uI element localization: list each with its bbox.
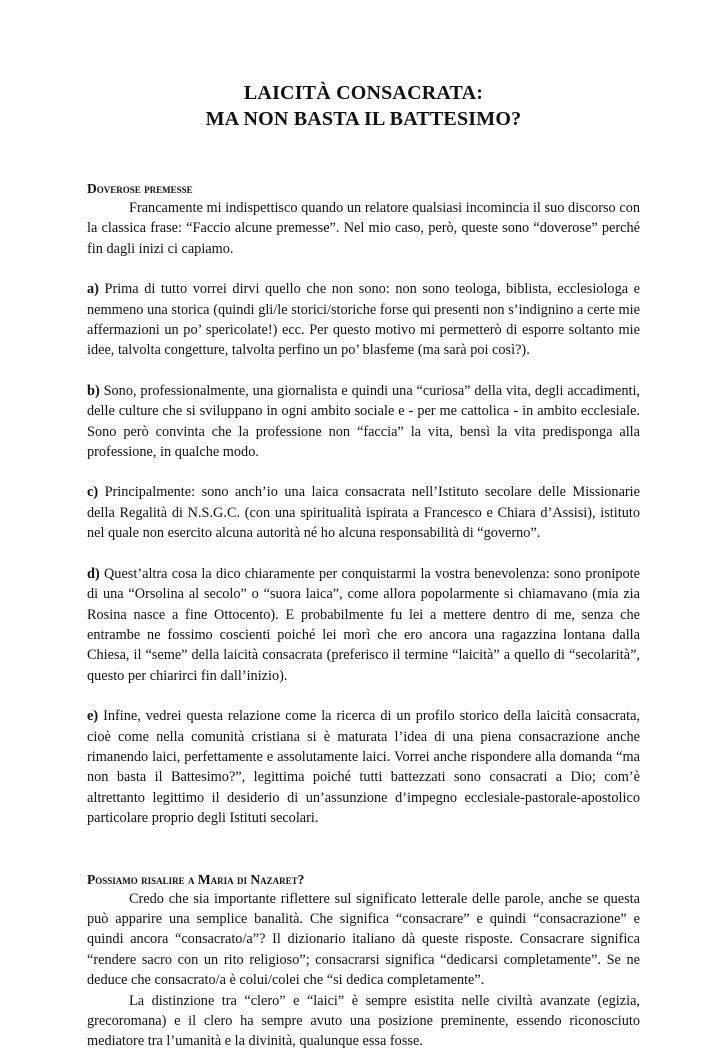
item-b-paragraph bbox=[87, 381, 640, 463]
section-maria-di-nazaret bbox=[87, 871, 640, 1052]
body-paragraph: La distinzione tra “clero” e “laici” è sempre esistita nelle civiltà avanzate (egizia, grecoromana) e il clero ha sempre avuto una posizione preminente, essendo riconosciuto mediatore tra l’umanità e la divinità, qualunque essa fosse. bbox=[87, 992, 640, 1050]
item-e-paragraph bbox=[87, 706, 640, 828]
item-text: Sono, professionalmente, una giornalista e quindi una “curiosa” della vita, degli accadimenti, delle culture che si sviluppano in ogni ambito sociale e - per me cattolica - in ambito ecclesiale. Sono però convinta che la professione non “faccia” la vita, bensì la vita predisponga alla professione, in qualche modo. bbox=[87, 382, 640, 461]
body-paragraph: Credo che sia importante riflettere sul significato letterale delle parole, anche se questa può apparire una semplice banalità. Che significa “consacrare” e quindi “consacrazione” e quindi ancora “consacrato/a”? Il dizionario italiano dà queste risposte. Consacrare significa “rendere sacro con un rito religioso”; consacrarsi significa “dedicarsi completamente”. Se ne deduce che consacrato/a è colui/colei che “si dedica completamente”. bbox=[87, 890, 640, 989]
item-label: c) bbox=[87, 484, 99, 501]
intro-paragraph: Francamente mi indispettisco quando un relatore qualsiasi incomincia il suo discorso con la classica frase: “Faccio alcune premesse”. Nel mio caso, però, queste sono “doverose” perché fin dagli inizi ci capiamo. bbox=[87, 200, 640, 257]
item-text: Prima di tutto vorrei dirvi quello che non sono: non sono teologa, biblista, ecclesiologa e nemmeno una storica (quindi gli/le storici/storiche forse qui presenti non s’indignino a certe mie affermazioni un po’ spericolate!) ecc. Per questo motivo mi permetterò di esporre soltanto mie idee, talvolta congetture, talvolta perfino un po’ blasfeme (ma sarà poi così?). bbox=[87, 281, 640, 359]
title-line-1: LAICITÀ CONSACRATA: bbox=[243, 82, 484, 104]
document-title bbox=[87, 80, 640, 132]
item-text: Principalmente: sono anch’io una laica consacrata nell’Istituto secolare delle Missionarie della Regalità di N.S.G.C. (con una spiritualità ispirata a Francesco e Chiara d’Assisi), istituto nel quale non esercito alcuna autorità né ho alcuna responsabilità di “governo”. bbox=[87, 484, 640, 542]
item-a-paragraph bbox=[87, 279, 640, 361]
item-label: b) bbox=[87, 382, 100, 399]
section-doverose-premesse bbox=[87, 180, 640, 829]
item-label: e) bbox=[87, 708, 99, 725]
title-line-2: MA NON BASTA IL BATTESIMO? bbox=[205, 108, 522, 130]
item-c-paragraph bbox=[87, 482, 640, 543]
section-heading: Possiamo risalire a Maria di Nazaret? bbox=[87, 871, 305, 887]
item-text: Quest’altra cosa la dico chiaramente per conquistarmi la vostra benevolenza: sono pronipote di una “Orsolina al secolo” o “suora laica”, come allora popolarmente si chiamavano (mia zia Rosina nasce a fine Ottocento). E probabilmente fu lei a mettere dentro di me, senza che entrambe ne fossimo coscienti poiché lei morì che ero ancora una ragazzina lontana dalla Chiesa, il “seme” della laicità consacrata (preferisco il termine “laicità” a quello di “secolarità”, questo per chiarirci fin dall’inizio). bbox=[87, 565, 640, 684]
section-heading: Doverose premesse bbox=[87, 181, 193, 196]
item-text: Infine, vedrei questa relazione come la ricerca di un profilo storico della laicità consacrata, cioè come nella comunità cristiana si è maturata l’idea di una piena consacrazione anche rimanendo laici, perfettamente e assolutamente laici. Vorrei anche rispondere alla domanda “ma non basta il Battesimo?”, legittima poiché tutti battezzati sono consacrati a Dio; com’è altrettanto legittimo il desiderio di un’assunzione d’impegno ecclesiale-pastorale-apostolico particolare proprio degli Istituti secolari. bbox=[87, 708, 640, 827]
item-label: a) bbox=[87, 281, 99, 298]
item-d-paragraph bbox=[87, 564, 640, 686]
document-page bbox=[87, 80, 640, 1052]
item-label: d) bbox=[87, 565, 100, 582]
